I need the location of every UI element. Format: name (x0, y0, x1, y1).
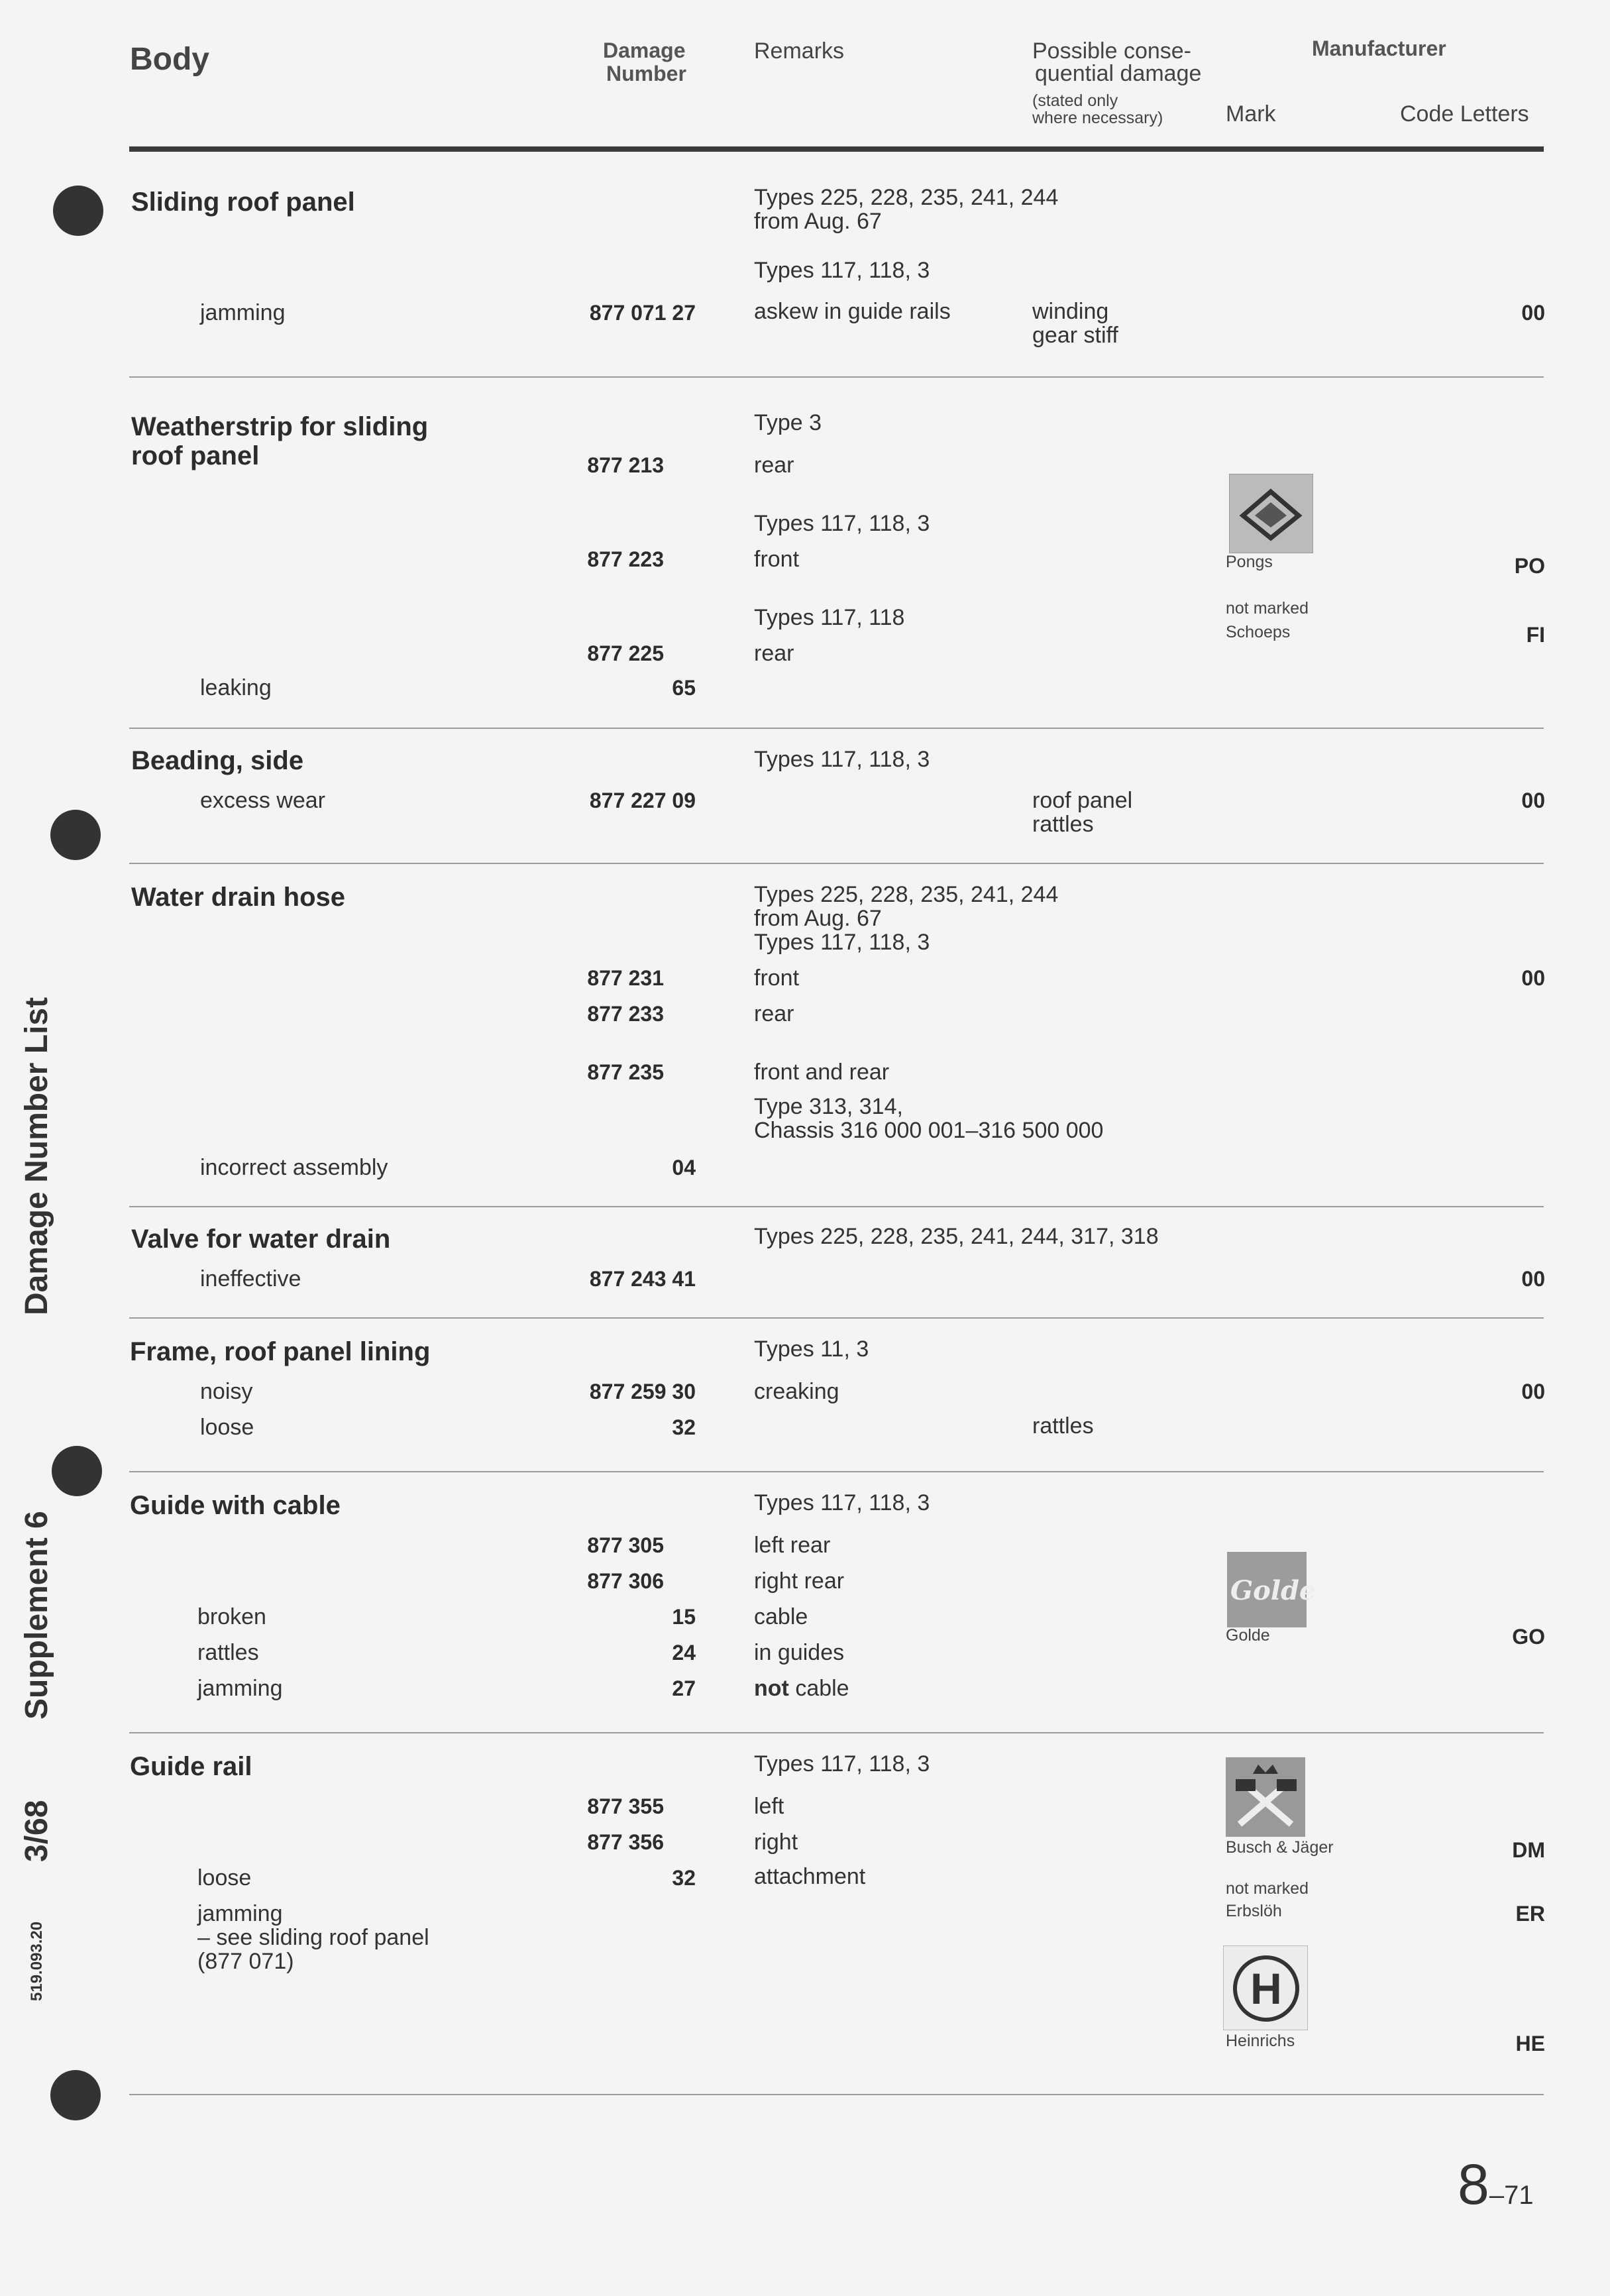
section-divider (129, 376, 1544, 378)
punch-hole (52, 1446, 102, 1496)
remark: front and rear (754, 1060, 890, 1085)
sidebar-list-title: Damage Number List (19, 997, 54, 1315)
code-letters: PO (1514, 554, 1545, 578)
code-letters: 00 (1521, 789, 1545, 812)
col-possible-note-2: where necessary) (1032, 109, 1163, 127)
pongs-logo (1229, 474, 1313, 553)
damage-number: 877 356 (587, 1830, 664, 1854)
remark: right rear (754, 1568, 845, 1594)
col-damage-number-1: Damage (603, 38, 686, 62)
remark: Types 117, 118, 3 (754, 258, 930, 283)
remark: Types 225, 228, 235, 241, 244 (754, 882, 1059, 907)
col-damage-number-2: Number (606, 62, 686, 85)
remark: cable (754, 1604, 808, 1629)
damage-number: 877 225 (587, 641, 664, 665)
section-title: Water drain hose (131, 883, 346, 912)
remark: front (754, 547, 800, 572)
remark-rest: cable (795, 1676, 849, 1701)
remark: Types 117, 118, 3 (754, 930, 930, 955)
remark (754, 1676, 849, 1700)
section-divider (129, 1206, 1544, 1207)
header-rule (129, 146, 1544, 152)
fault-note: (877 071) (197, 1949, 294, 1974)
code-letters: GO (1512, 1625, 1545, 1649)
manufacturer-mark: Pongs (1226, 553, 1273, 571)
remark: rear (754, 641, 794, 666)
damage-number: 65 (672, 676, 696, 700)
fault-note: – see sliding roof panel (197, 1925, 429, 1950)
damage-number: 877 213 (587, 453, 664, 477)
remark: left rear (754, 1533, 831, 1558)
remark: rear (754, 1001, 794, 1026)
fault: ineffective (200, 1266, 301, 1291)
remark: attachment (754, 1864, 866, 1889)
golde-logo-text: Golde (1230, 1575, 1316, 1606)
consequential-damage: rattles (1032, 1413, 1094, 1439)
sidebar-supplement: Supplement 6 (19, 1511, 54, 1720)
damage-number: 32 (672, 1866, 696, 1890)
damage-number: 32 (672, 1415, 696, 1439)
remark: Types 117, 118 (754, 605, 905, 630)
fault: jamming (197, 1901, 283, 1926)
section-title: Valve for water drain (131, 1225, 391, 1254)
punch-hole (50, 810, 101, 860)
manufacturer-mark: Golde (1226, 1626, 1270, 1645)
punch-hole (53, 186, 103, 236)
damage-number: 877 243 41 (589, 1267, 696, 1291)
fault: incorrect assembly (200, 1155, 388, 1180)
remark: Chassis 316 000 001–316 500 000 (754, 1118, 1104, 1143)
consequential-damage: roof panel (1032, 788, 1133, 813)
damage-number: 04 (672, 1156, 696, 1179)
punch-hole (50, 2070, 101, 2120)
remark: askew in guide rails (754, 299, 951, 324)
manufacturer-mark: Heinrichs (1226, 2032, 1295, 2050)
fault: jamming (197, 1676, 283, 1701)
remark: Types 11, 3 (754, 1337, 869, 1362)
section-divider (129, 2094, 1544, 2095)
consequential-damage: rattles (1032, 812, 1094, 837)
col-possible-1: Possible conse- (1032, 38, 1192, 64)
remark: Types 225, 228, 235, 241, 244 (754, 185, 1059, 210)
fault: excess wear (200, 788, 325, 813)
damage-number: 877 305 (587, 1533, 664, 1557)
page-number-sub: –71 (1489, 2181, 1534, 2210)
section-title: roof panel (131, 441, 260, 470)
section-title: Weatherstrip for sliding (131, 412, 429, 441)
remark: Types 117, 118, 3 (754, 1490, 930, 1515)
golde-logo (1227, 1552, 1316, 1627)
remark: front (754, 965, 800, 991)
damage-number: 877 233 (587, 1002, 664, 1026)
col-mark: Mark (1226, 101, 1276, 127)
col-possible-2: quential damage (1035, 61, 1202, 86)
remark: Type 313, 314, (754, 1094, 903, 1119)
damage-number: 877 306 (587, 1569, 664, 1593)
remark: creaking (754, 1379, 839, 1404)
col-possible-note-1: (stated only (1032, 91, 1118, 110)
remark: Types 117, 118, 3 (754, 1751, 930, 1777)
code-letters: 00 (1521, 966, 1545, 990)
col-code-letters: Code Letters (1400, 101, 1529, 127)
damage-number: 15 (672, 1605, 696, 1629)
fault: leaking (200, 675, 272, 700)
sidebar-date: 3/68 (19, 1800, 54, 1862)
consequential-damage: winding (1032, 299, 1109, 324)
pongs-diamond-icon (1230, 474, 1313, 553)
section-title: Guide with cable (130, 1491, 341, 1520)
fault: broken (197, 1604, 266, 1629)
busch-jaeger-logo (1226, 1757, 1305, 1837)
fault: jamming (200, 300, 286, 325)
remark: Types 117, 118, 3 (754, 511, 930, 536)
remark: in guides (754, 1640, 845, 1665)
section-divider (129, 1317, 1544, 1319)
damage-number: 877 223 (587, 547, 664, 571)
code-letters: ER (1515, 1902, 1545, 1926)
page-number-main: 8 (1458, 2153, 1489, 2216)
remark-bold: not (754, 1676, 789, 1701)
col-remarks: Remarks (754, 38, 845, 64)
fault: noisy (200, 1379, 253, 1404)
manufacturer-mark: Schoeps (1226, 623, 1291, 641)
remark: left (754, 1794, 784, 1819)
fault: loose (197, 1865, 252, 1890)
damage-number: 24 (672, 1641, 696, 1665)
sidebar-code: 519.093.20 (28, 1921, 46, 2001)
section-title: Frame, roof panel lining (130, 1337, 431, 1366)
remark: from Aug. 67 (754, 209, 882, 234)
remark: rear (754, 453, 794, 478)
page-title: Body (130, 42, 209, 77)
remark: Types 117, 118, 3 (754, 747, 930, 772)
section-title: Sliding roof panel (131, 188, 355, 217)
heinrichs-logo (1223, 1945, 1308, 2030)
damage-number: 877 071 27 (589, 301, 696, 325)
damage-number: 877 259 30 (589, 1380, 696, 1403)
damage-number: 877 235 (587, 1060, 664, 1084)
manufacturer-mark: Erbslöh (1226, 1902, 1282, 1920)
code-letters: 00 (1521, 1380, 1545, 1403)
remark: Type 3 (754, 410, 822, 435)
code-letters: 00 (1521, 301, 1545, 325)
section-title: Beading, side (131, 746, 304, 775)
section-divider (129, 728, 1544, 729)
code-letters: DM (1512, 1838, 1545, 1862)
damage-number: 27 (672, 1676, 696, 1700)
remark: Types 225, 228, 235, 241, 244, 317, 318 (754, 1224, 1159, 1249)
manufacturer-mark: not marked (1226, 599, 1309, 618)
consequential-damage: gear stiff (1032, 323, 1118, 348)
remark: right (754, 1830, 798, 1855)
manufacturer-mark: Busch & Jäger (1226, 1838, 1334, 1857)
section-title: Guide rail (130, 1752, 252, 1781)
code-letters: FI (1526, 623, 1545, 647)
section-divider (129, 1471, 1544, 1472)
section-divider (129, 1732, 1544, 1733)
damage-number: 877 231 (587, 966, 664, 990)
heinrichs-circle: H (1233, 1955, 1299, 2022)
damage-number: 877 355 (587, 1794, 664, 1818)
crown-hammers-icon (1226, 1758, 1305, 1836)
section-divider (129, 863, 1544, 864)
fault: rattles (197, 1640, 259, 1665)
code-letters: 00 (1521, 1267, 1545, 1291)
page-number (1458, 2152, 1534, 2218)
remark: from Aug. 67 (754, 906, 882, 931)
damage-number: 877 227 09 (589, 789, 696, 812)
fault: loose (200, 1415, 254, 1440)
manufacturer-mark: not marked (1226, 1879, 1309, 1898)
code-letters: HE (1515, 2032, 1545, 2055)
col-manufacturer: Manufacturer (1312, 36, 1446, 60)
